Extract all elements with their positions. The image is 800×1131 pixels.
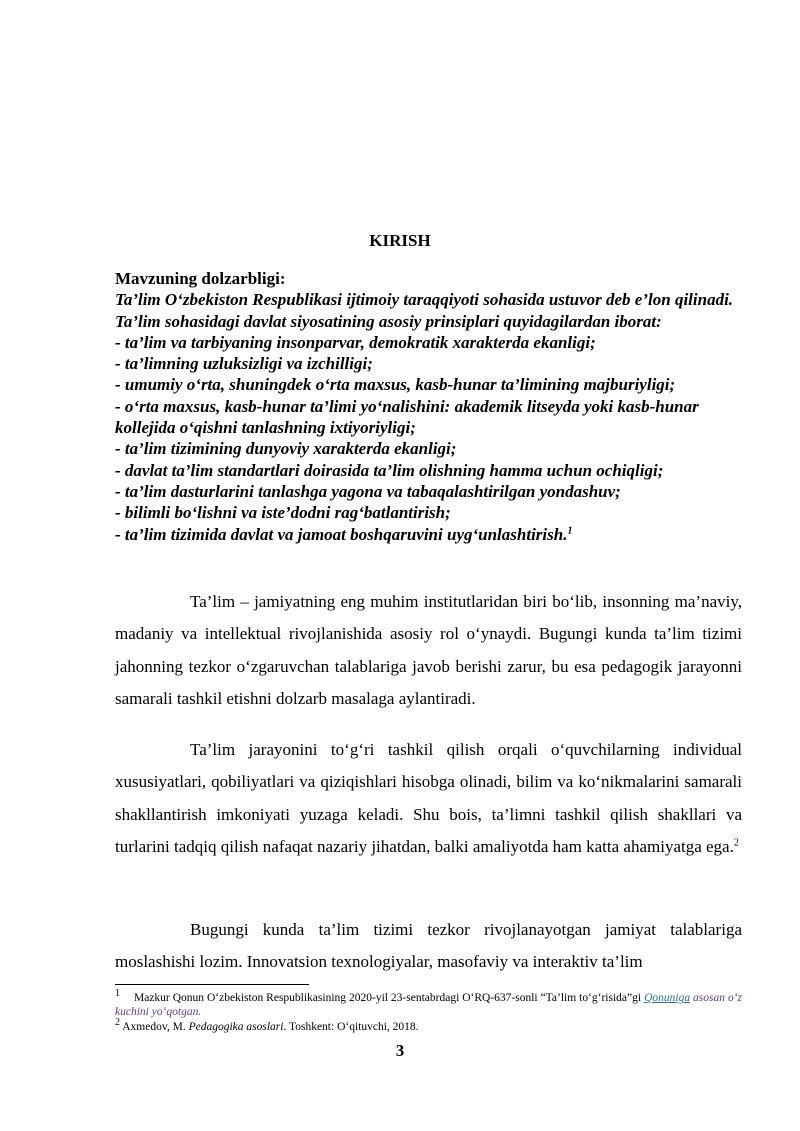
principle-item: - umumiy o‘rta, shuningdek o‘rta maxsus, kasb-hunar ta’limining majburiyligi; (115, 375, 676, 395)
relevance-block (115, 268, 745, 545)
relevance-heading: Mavzuning dolzarbligi: (115, 269, 286, 288)
footnote-publisher: . Toshkent: O‘qituvchi, 2018. (283, 1021, 419, 1033)
footnote-separator (115, 984, 309, 985)
footnote-2 (115, 1017, 742, 1035)
body-paragraph: Ta’lim – jamiyatning eng muhim institutlaridan biri bo‘lib, insonning ma’naviy, madaniy va intellektual rivojlanishida asosiy rol o‘ynaydi. Bugungi kunda ta’lim tizimi jahonning tezkor o‘zgaruvchan talablariga javob berishi zarur, bu esa pedagogik jarayonni samarali tashkil etishni dolzarb masalaga aylantiradi. (115, 592, 742, 708)
principle-item: - ta’lim va tarbiyaning insonparvar, demokratik xarakterda ekanligi; (115, 332, 596, 352)
footnote-book-title: Pedagogika asoslari (188, 1021, 284, 1033)
principle-item: - ta’lim tizimining dunyoviy xarakterda ekanligi; (115, 439, 457, 459)
footnote-text: Mazkur Qonun O‘zbekiston Respublikasining 2020-yil 23-sentabrdagi O‘RQ-637-sonli “Ta’lim to‘g‘risida”gi (134, 992, 642, 1004)
footnote-author: Axmedov, M. (122, 1021, 186, 1033)
principle-item: - o‘rta maxsus, kasb-hunar ta’limi yo‘nalishini: akademik litseyda yoki kasb-hunar kollejida o‘qishni tanlashning ixtiyoriyligi; (115, 396, 699, 438)
relevance-statement: Ta’lim O‘zbekiston Respublikasi ijtimoiy taraqqiyoti sohasida ustuvor deb e’lon qilinadi. (115, 290, 734, 310)
law-link[interactable]: Qonuniga (644, 992, 691, 1004)
principle-item-last (115, 524, 745, 545)
body-paragraph: Bugungi kunda ta’lim tizimi tezkor rivojlanayotgan jamiyat talablariga moslashishi lozim. Innovatsion texnologiyalar, masofaviy va interaktiv ta’lim (115, 920, 742, 972)
body-paragraph: Ta’lim jarayonini to‘g‘ri tashkil qilish orqali o‘quvchilarning individual xususiyatlari, qobiliyatlari va qiziqishlari hisobga olinadi, bilim va ko‘nikmalarini samarali shakllantirish imkoniyati yuzaga keladi. Shu bois, ta’limni tashkil qilish shakllari va turlarini tadqiq qilish nafaqat nazariy jihatdan, balki amaliyotda ham katta ahamiyatga ega.$^2$ (115, 740, 742, 856)
footnote-ref: 2 (733, 837, 739, 849)
footnote-ref: 1 (567, 524, 573, 536)
principle-item: - davlat ta’lim standartlari doirasida ta’lim olishning hamma uchun ochiqligi; (115, 460, 664, 480)
footnotes (115, 988, 743, 1035)
page-number: 3 (395, 1041, 405, 1060)
principle-item: - ta’limning uzluksizligi va izchilligi; (115, 354, 373, 374)
principles-intro: Ta’lim sohasidagi davlat siyosatining asosiy prinsiplari quyidagilardan iborat: (115, 311, 662, 331)
principle-item: - ta’lim dasturlarini tanlashga yagona va tabaqalashtirilgan yondashuv; (115, 481, 621, 501)
footnote-mark: 2 (115, 1017, 120, 1029)
principle-item: - ta’lim tizimida davlat va jamoat boshqaruvini uyg‘unlashtirish. (115, 524, 568, 544)
footnote-mark: 1 (115, 988, 120, 1000)
footnote-1 (115, 988, 743, 1019)
section-title: KIRISH (369, 231, 431, 250)
handwritten-note: Qonuniga asosan o‘z kuchini yo‘qotgan. (115, 992, 743, 1018)
principle-item: - bilimli bo‘lishni va iste’dodni rag‘batlantirish; (115, 503, 451, 523)
